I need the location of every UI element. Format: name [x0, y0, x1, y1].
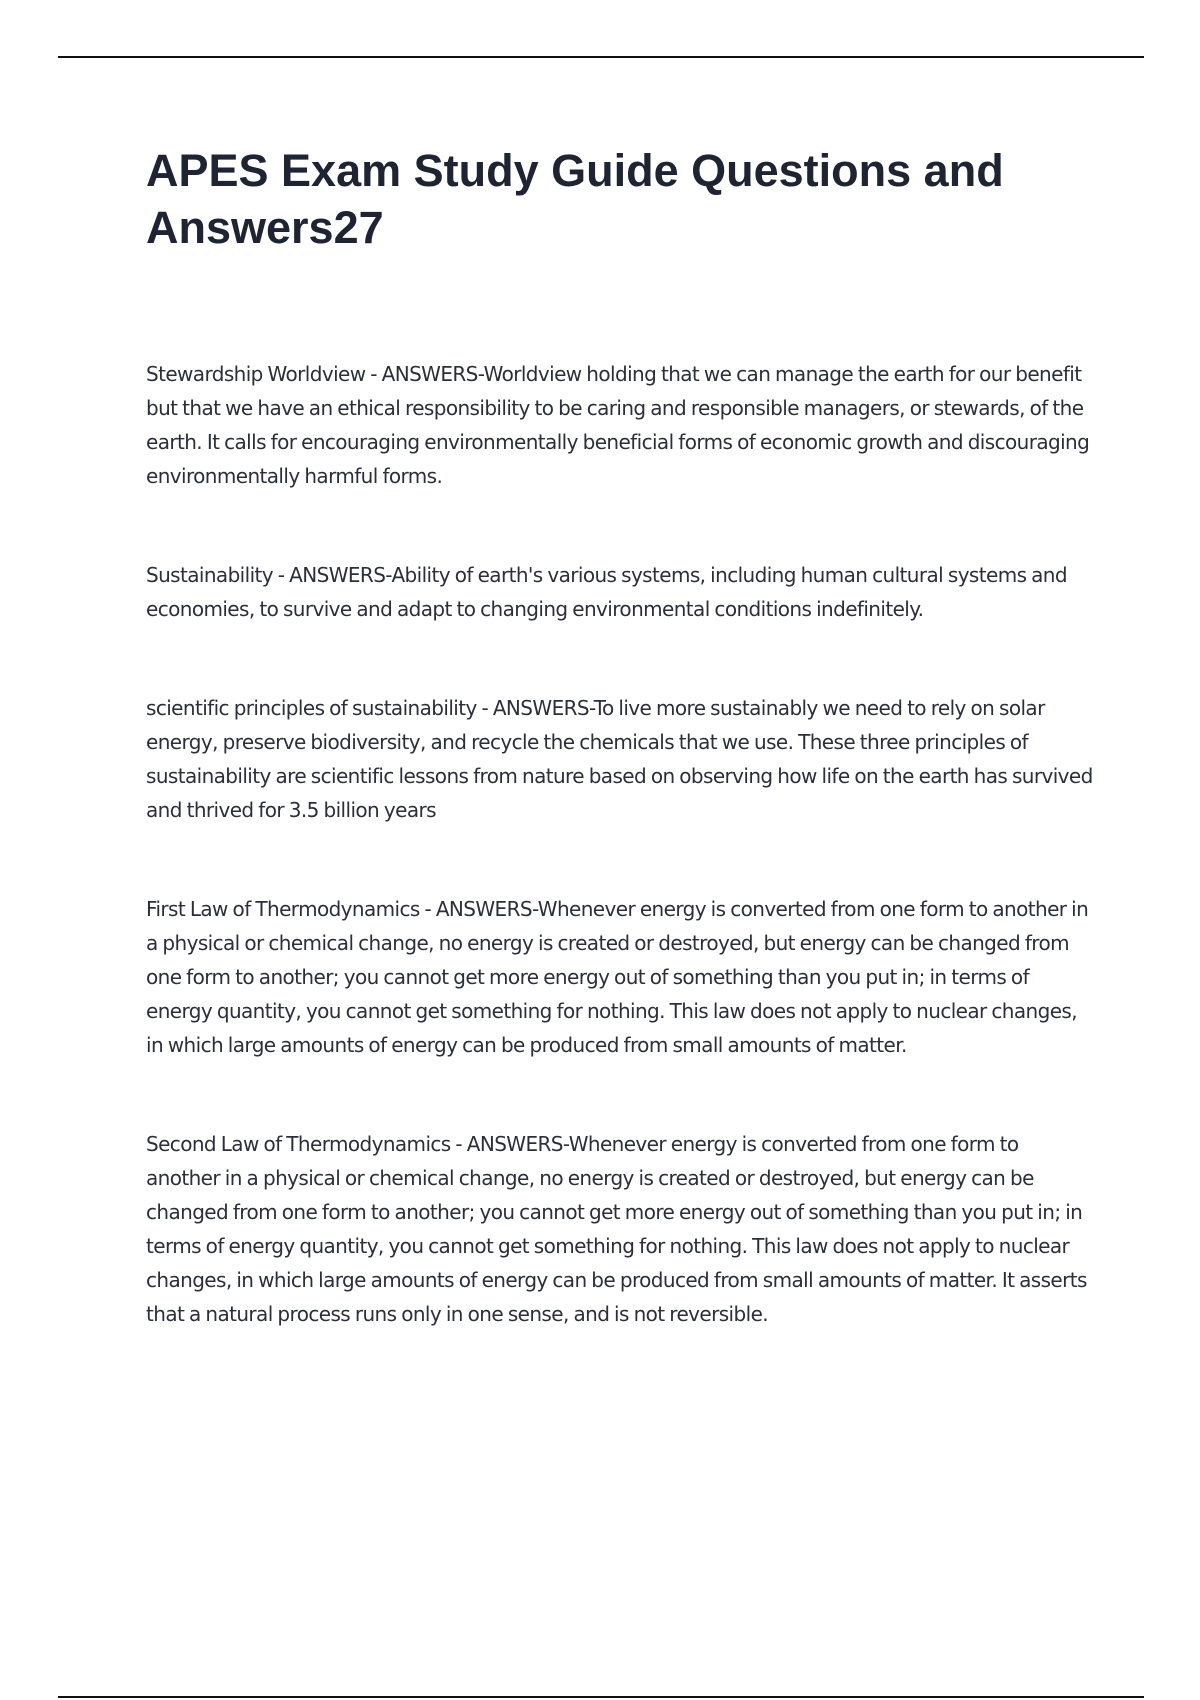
qa-entry-scientific-principles: scientific principles of sustainability - ANSWERS-To live more sustainably we need to rely on solar energy, preserve biodiversity, and recycle the chemicals that we use. These three principles of sustainability are scientific lessons from nature based on observing how life on the earth has survived and thrived for 3.5 billion years — [146, 696, 1093, 822]
qa-entry-stewardship-worldview: Stewardship Worldview - ANSWERS-Worldview holding that we can manage the earth for our benefit but that we have an ethical responsibility to be caring and responsible managers, or stewards, of the earth. It calls for encouraging environmentally beneficial forms of economic growth and discouraging environmentally harmful forms. — [146, 362, 1090, 488]
qa-entry-first-law-thermodynamics: First Law of Thermodynamics - ANSWERS-Whenever energy is converted from one form to another in a physical or chemical change, no energy is created or destroyed, but energy can be changed from one form to another; you cannot get more energy out of something than you put in; in terms of energy quantity, you cannot get something for nothing. This law does not apply to nuclear changes, in which large amounts of energy can be produced from small amounts of matter. — [146, 897, 1089, 1057]
top-divider — [58, 56, 1144, 58]
qa-entry-second-law-thermodynamics: Second Law of Thermodynamics - ANSWERS-Whenever energy is converted from one form to another in a physical or chemical change, no energy is created or destroyed, but energy can be changed from one form to another; you cannot get more energy out of something than you put in; in terms of energy quantity, you cannot get something for nothing. This law does not apply to nuclear changes, in which large amounts of energy can be produced from small amounts of matter. It asserts that a natural process runs only in one sense, and is not reversible. — [146, 1132, 1087, 1326]
bottom-divider — [58, 1696, 1144, 1698]
qa-entry-sustainability: Sustainability - ANSWERS-Ability of earth's various systems, including human cultural systems and economies, to survive and adapt to changing environmental conditions indefinitely. — [146, 563, 1067, 621]
qa-list — [146, 357, 1096, 1331]
document-body — [146, 142, 1096, 1396]
page-title: APES Exam Study Guide Questions and Answers27 — [146, 145, 1004, 253]
